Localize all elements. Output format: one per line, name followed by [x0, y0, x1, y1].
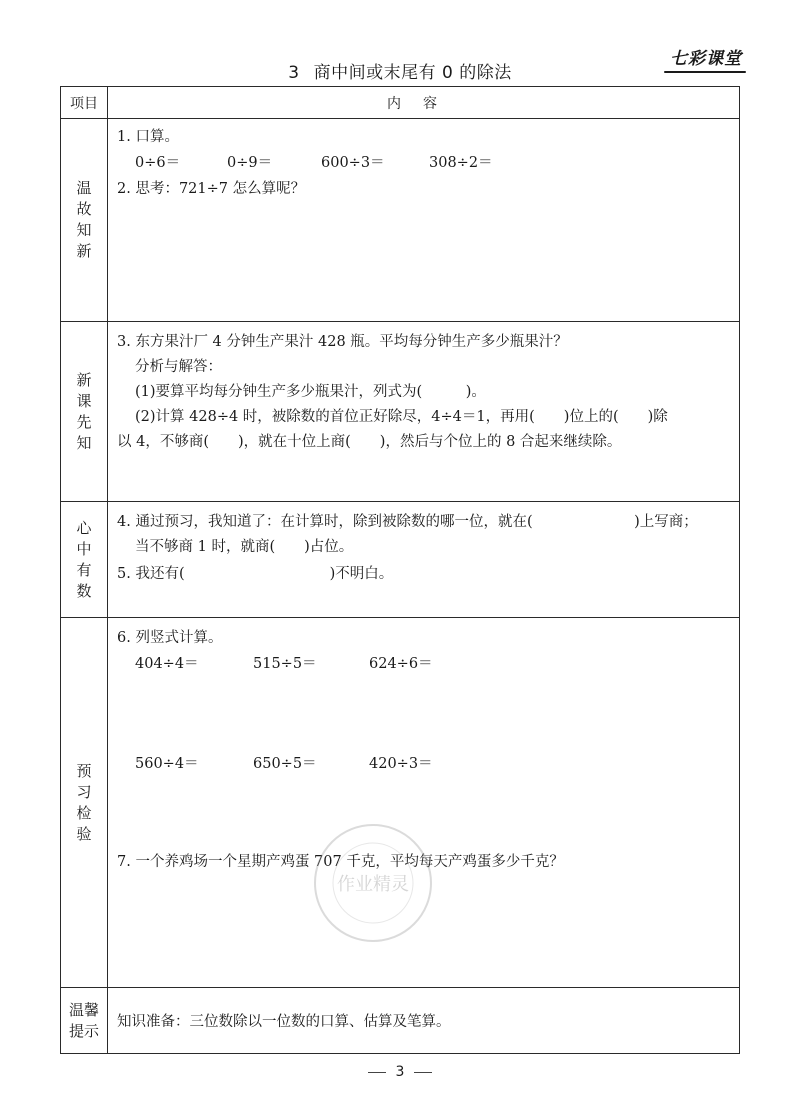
brand-text: 七彩课堂	[670, 49, 742, 69]
vertical-calc-item: 650÷5＝	[253, 756, 317, 772]
question-3: 3. 东方果汁厂 4 分钟生产果汁 428 瓶。平均每分钟生产多少瓶果汁？	[117, 334, 568, 350]
analysis-heading: 分析与解答：	[135, 359, 222, 375]
oral-calc-item: 600÷3＝	[321, 155, 385, 171]
question-7: 7. 一个养鸡场一个星期产鸡蛋 707 千克，平均每天产鸡蛋多少千克？	[117, 854, 564, 870]
oral-calc-item: 308÷2＝	[429, 155, 493, 171]
question-6-title: 6. 列竖式计算。	[117, 630, 223, 646]
vertical-calc-item: 404÷4＝	[135, 656, 199, 672]
section-self-check-content	[117, 502, 731, 617]
column-divider	[107, 502, 108, 617]
page-footer	[0, 1064, 800, 1080]
footer-dash-left	[368, 1072, 386, 1073]
section-practice-label: 预习检验	[76, 761, 92, 843]
column-divider	[107, 988, 108, 1053]
header-content-label: 内容	[387, 95, 459, 112]
question-4-cont: 当不够商 1 时，就商( )占位。	[135, 539, 354, 555]
section-tips-content	[117, 988, 731, 1053]
footer-dash-right	[414, 1072, 432, 1073]
section-review-label: 温故知新	[76, 179, 92, 260]
worksheet-table	[60, 86, 740, 1054]
lesson-title: 商中间或末尾有 0 的除法	[313, 63, 512, 83]
lesson-number: 3	[288, 63, 300, 83]
section-practice	[61, 617, 739, 987]
vertical-calc-item: 560÷4＝	[135, 756, 199, 772]
watermark-text: 作业精灵	[337, 874, 409, 895]
page-number: 3	[395, 1064, 405, 1080]
analysis-part-1: (1)要算平均每分钟生产多少瓶果汁，列式为( )。	[135, 384, 486, 400]
column-divider	[107, 322, 108, 501]
vertical-calc-item: 515÷5＝	[253, 656, 317, 672]
table-header-row	[61, 87, 739, 118]
analysis-part-2: (2)计算 428÷4 时，被除数的首位正好除尽，4÷4＝1，再用( )位上的( )除	[135, 409, 668, 425]
question-5: 5. 我还有( )不明白。	[117, 566, 394, 582]
section-preview	[61, 321, 739, 501]
section-self-check-label: 心中有数	[76, 518, 92, 600]
oral-calc-item: 0÷6＝	[135, 155, 181, 171]
vertical-calc-item: 420÷3＝	[369, 756, 433, 772]
section-tips-label: 温馨提示	[68, 1000, 99, 1040]
tip-text: 知识准备：三位数除以一位数的口算、估算及笔算。	[117, 1014, 451, 1030]
brand-underline	[664, 71, 746, 73]
question-4: 4. 通过预习，我知道了：在计算时，除到被除数的哪一位，就在( )上写商；	[117, 514, 698, 530]
column-divider	[107, 119, 108, 321]
analysis-part-2-cont: 以 4，不够商( )，就在十位上商( )，然后与个位上的 8 合起来继续除。	[117, 434, 622, 450]
section-review	[61, 118, 739, 321]
vertical-calc-item: 624÷6＝	[369, 656, 433, 672]
brand-logo	[670, 44, 742, 69]
section-practice-content	[117, 618, 731, 987]
section-preview-content	[117, 322, 731, 501]
section-review-content	[117, 119, 731, 321]
question-1-title: 1. 口算。	[117, 129, 179, 145]
section-self-check	[61, 501, 739, 617]
section-tips	[61, 987, 739, 1053]
column-divider	[107, 618, 108, 987]
header-item-label: 项目	[70, 95, 98, 112]
question-2: 2. 思考：721÷7 怎么算呢？	[117, 181, 306, 197]
section-preview-label: 新课先知	[76, 370, 92, 452]
oral-calc-item: 0÷9＝	[227, 155, 273, 171]
